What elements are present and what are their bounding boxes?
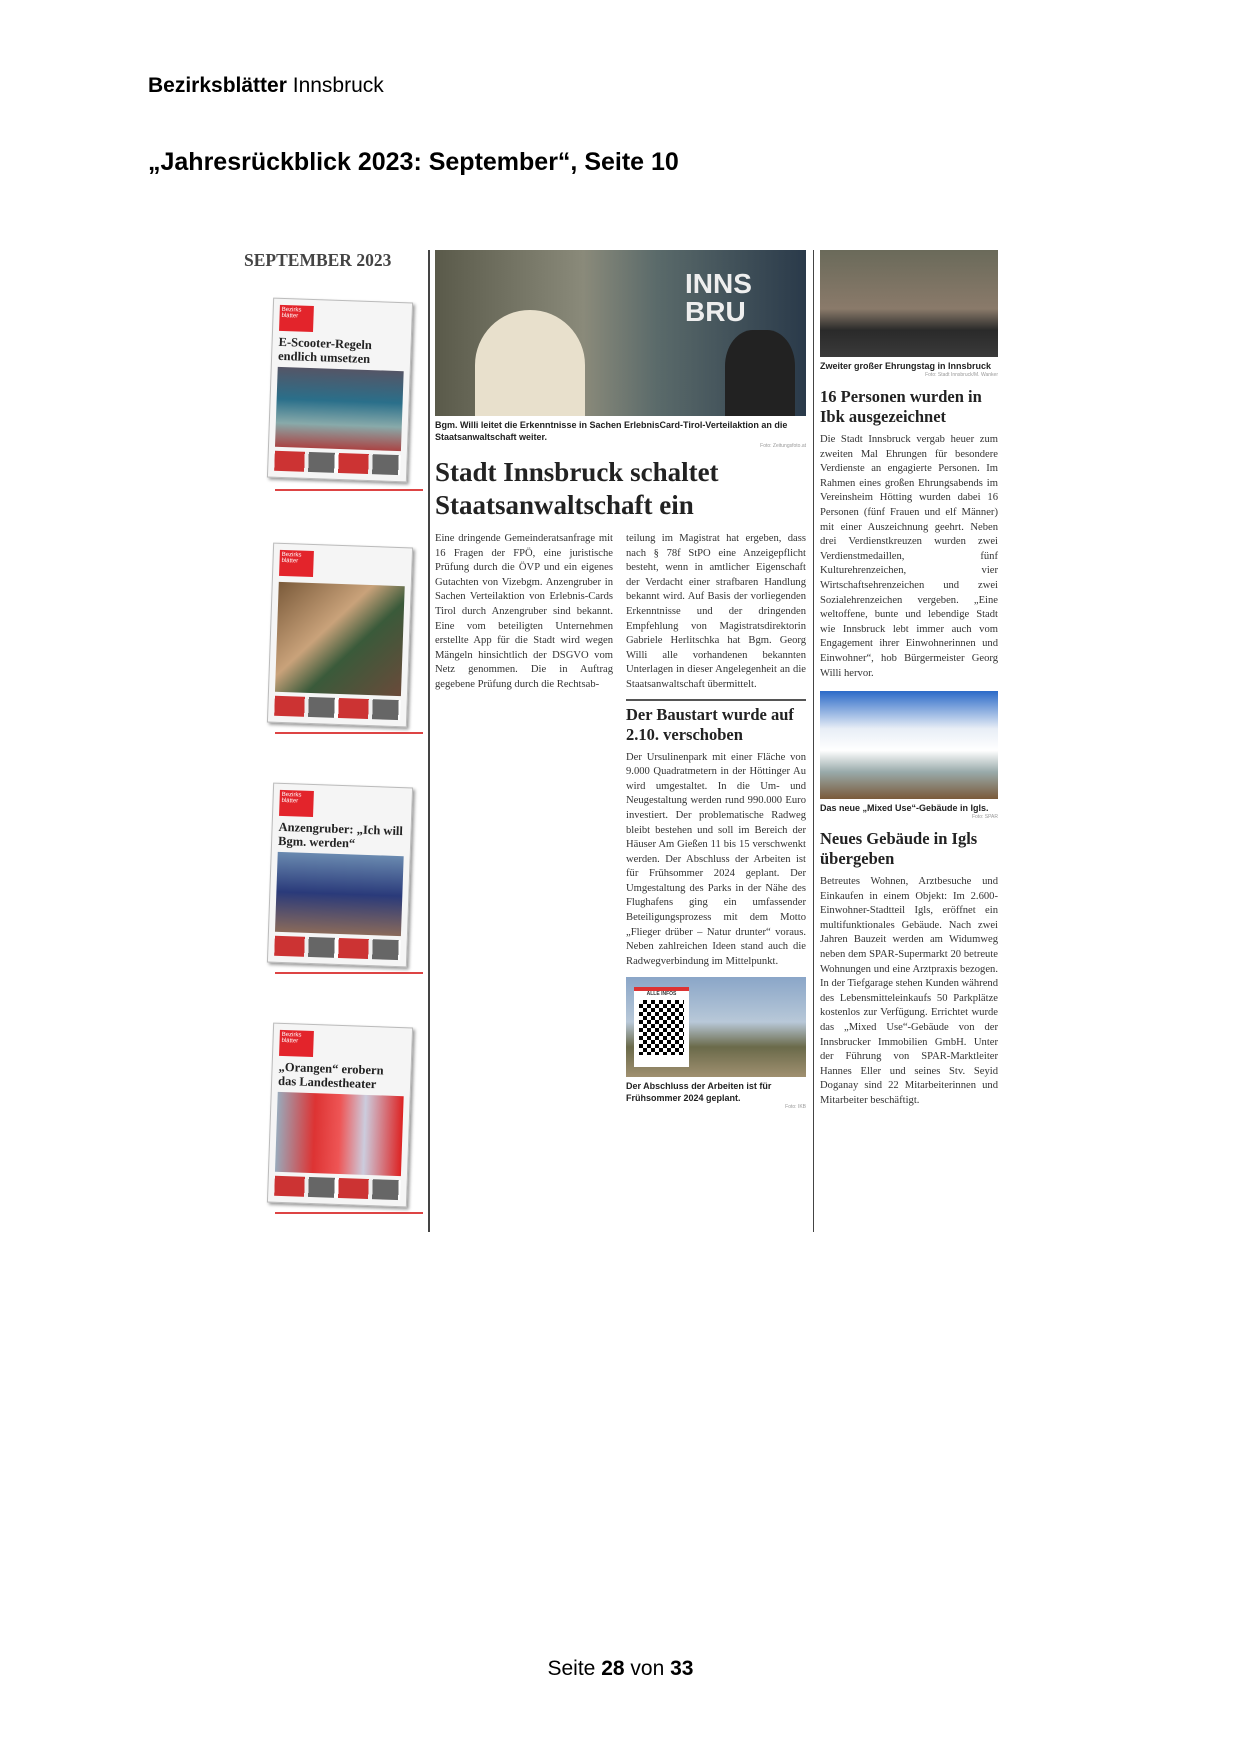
main-headline: Stadt Innsbruck schaltet Staatsanwaltschaft ein (435, 457, 719, 520)
photo-credit: Foto: Zeitungsfoto.at (760, 443, 806, 449)
main-photo (435, 250, 806, 416)
divider (275, 1212, 423, 1214)
article-column: Eine dringende Gemeinderatsanfrage mit 16 Fragen der FPÖ, eine juristische Prüfung durch die ÖVP und ein eigenes Gutachten von Vizebgm. Anzengruber in Sachen Verteilaktion von Erlebnis-Cards Tirol durch Anzengruber sind bekannt. Eine vom beteiligten Unternehmen erstellte App für die Stadt wird wegen Mängeln hinsichtlich der DSGVO vom Netz genommen. Die in Auftrag gegebene Prüfung durch die Rechtsab- (435, 533, 613, 690)
caption-text: Zweiter großer Ehrungstag in Innsbruck (820, 361, 992, 371)
igls-photo (820, 691, 998, 799)
cover-logo: Bezirks blätter (279, 790, 314, 817)
cover-thumbnail (267, 298, 413, 483)
footer-of: von (630, 1657, 665, 1680)
igls-headline: Neues Gebäude in Igls übergeben (820, 829, 978, 869)
cover-thumbnail (267, 783, 413, 968)
caption-text: Bgm. Willi leitet die Erkenntnisse in Sachen ErlebnisCard-Tirol-Verteilaktion an die Staatsanwaltschaft weiter. (435, 420, 788, 442)
igls-body: Betreutes Wohnen, Arztbesuche und Einkaufen in einem Objekt: Im 2.600-Einwohner-Stadtteil Igls, eröffnet ein multifunktionales Gebäude. Nach zwei Jahren Bauzeit werden am Widumweg neben dem SPAR-Supermarkt 20 betreute Wohnungen und eine Arztpraxis bezogen. In der Tiefgarage stehen Kunden während des Lebensmitteleinkaufs 50 Parkplätze kostenlos zur Verfügung. Errichtet wurde das „Mixed Use“-Gebäude von der Innsbrucker Immobilien GmbH. Unter der Führung von SPAR-Marktleiter Hannes Eller und seines Stv. Seyid Doganay sind 22 Mitarbeiterinnen und Mitarbeiter beschäftigt. (820, 876, 998, 1106)
photo-caption (626, 1080, 806, 1111)
cover-logo: Bezirks blätter (279, 1030, 314, 1057)
honors-body: Die Stadt Innsbruck vergab heuer zum zweiten Mal Ehrungen für besondere Verdienste an engagierte Personen. Im Rahmen eines großen Ehrungsabends im Vereinsheim Hötting wurden dabei 16 Personen (fünf Frauen und elf Männer) mit einer Auszeichnung geehrt. Neben drei Verdienstkreuzen wurden zwei Verdienstmedaillen, fünf Kulturehrenzeichen, vier Wirtschaftsehrenzeichen und zwei Sozialehrenzeichen vergeben. „Eine weltoffene, bunte und lebendige Stadt wie Innsbruck lebt immer auch vom Engagement ihrer Einwohnerinnen und Einwohner“, hob Bürgermeister Georg Willi hervor. (820, 434, 998, 679)
photo-caption (820, 802, 998, 821)
cover-headline: „Orangen“ erobern das Landestheater (277, 1059, 384, 1092)
honors-photo (820, 250, 998, 357)
cover-photo (275, 1092, 404, 1176)
cover-teasers (274, 1176, 401, 1200)
cover-photo (275, 367, 404, 451)
park-headline: Der Baustart wurde auf 2.10. verschoben (626, 704, 794, 744)
photo-credit: Foto: SPAR (971, 814, 998, 821)
photo-person (725, 330, 795, 416)
honors-headline: 16 Personen wurden in Ibk ausgezeichnet (820, 387, 982, 426)
main-article (435, 250, 806, 1111)
photo-caption (435, 419, 806, 450)
page-total: 33 (670, 1657, 694, 1680)
park-photo (626, 977, 806, 1077)
qr-code-icon (639, 1000, 684, 1055)
photo-backdrop-text: INNS BRU (685, 268, 752, 327)
divider (626, 699, 806, 701)
footer-prefix: Seite (547, 1657, 596, 1680)
document-header (148, 74, 384, 98)
caption-text: Der Abschluss der Arbeiten ist für Frühsommer 2024 geplant. (626, 1081, 772, 1104)
cover-thumbnail (267, 1023, 413, 1208)
page-footer (0, 1657, 1241, 1681)
page-number: 28 (601, 1657, 625, 1680)
photo-credit: Foto: Stadt Innsbruck/M. Wanker (925, 372, 998, 378)
qr-label: ALLE INFOS (646, 991, 677, 998)
caption-text: Das neue „Mixed Use“-Gebäude in Igls. (820, 803, 989, 814)
cover-headline: E-Scooter-Regeln endlich umsetzen (277, 334, 373, 367)
cover-logo: Bezirks blätter (279, 550, 314, 577)
page-title: „Jahresrückblick 2023: September“, Seite 10 (148, 148, 679, 176)
city-name: Innsbruck (292, 74, 384, 97)
photo-credit: Foto: IKB (785, 1104, 806, 1111)
cover-teasers (274, 696, 401, 720)
divider (275, 732, 423, 734)
right-column (820, 250, 998, 1109)
photo-person (475, 310, 585, 416)
divider (275, 489, 423, 491)
cover-photo (275, 852, 404, 936)
cover-teasers (274, 936, 401, 960)
park-body: Der Ursulinenpark mit einer Fläche von 9.000 Quadratmetern in der Höttinger Au wird umgestaltet. In die Um- und Neugestaltung werden rund 990.000 Euro investiert. Der problematische Radweg bleibt bestehen und soll im Bereich der Häuser Am Gießen 11 bis 15 verschwenkt werden. Der Abschluss der Arbeiten ist für Frühsommer 2024 geplant. Der Umgestaltung des Parks in der Nähe des Flughafens ging ein umfassender Beteiligungsprozess mit dem Motto „Flieger drüber – Natur drunter“ voraus. Neben zahlreichen Ideen stand auch die Radwegverbindung im Mittelpunkt. (626, 751, 806, 967)
cover-headline: Anzengruber: „Ich will Bgm. werden“ (277, 819, 404, 851)
cover-logo: Bezirks blätter (279, 305, 314, 332)
divider (275, 972, 423, 974)
column-rule (428, 250, 430, 1232)
column-rule (813, 250, 814, 1232)
article-column: teilung im Magistrat hat ergeben, dass nach § 78f StPO eine Anzeigepflicht besteht, wenn in amtlicher Eigenschaft der Verdacht einer strafbaren Handlung bekannt wird. Auf Basis der vorliegenden Erkenntnisse und der dringenden Empfehlung von Magistratsdirektorin Gabriele Herlitschka hat Bgm. Georg Willi alle vorhandenen bekannten Unterlagen in dieser Angelegenheit an die Staatsanwaltschaft übermittelt. (626, 533, 806, 690)
photo-caption (820, 360, 998, 379)
cover-photo (275, 582, 405, 696)
cover-thumbnail (267, 543, 413, 728)
month-label: SEPTEMBER 2023 (244, 250, 392, 270)
cover-teasers (274, 451, 401, 475)
qr-code-card (634, 987, 689, 1067)
brand-name: Bezirksblätter (148, 74, 287, 97)
